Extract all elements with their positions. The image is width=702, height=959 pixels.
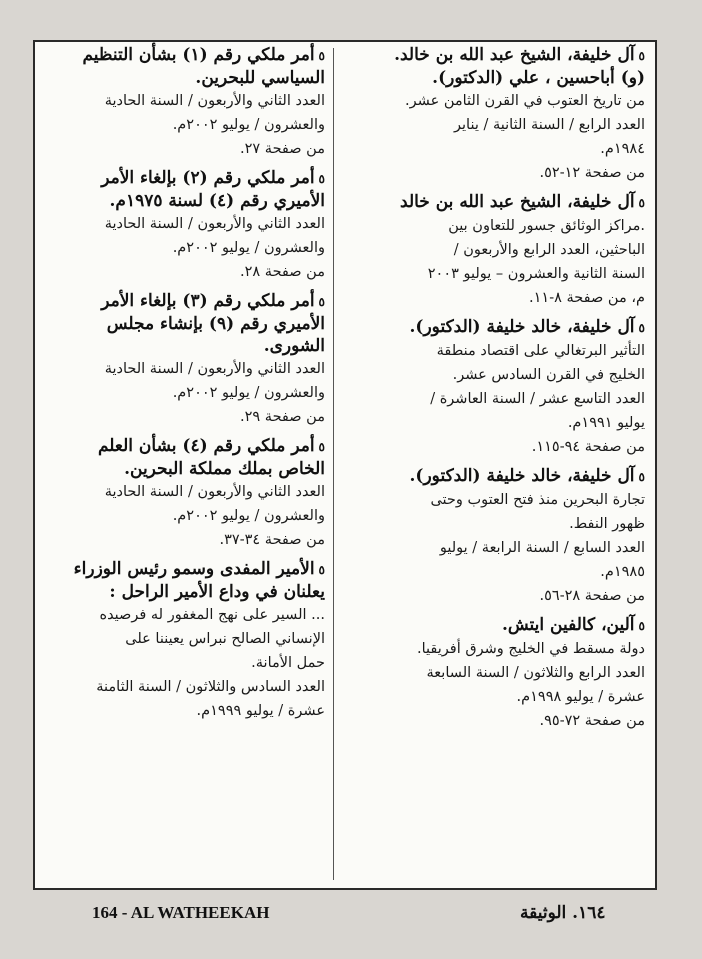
entry-title: الأميري رقم (٩) بإنشاء مجلس: [106, 314, 325, 334]
entry-line: والعشرون / يوليو ٢٠٠٢م.: [172, 385, 325, 401]
entry-line: م، من صفحة ٨-١١.: [529, 290, 645, 306]
entry-line: العدد الرابع / السنة الثانية / يناير: [454, 117, 645, 133]
entry-title: ٥آل خليفة، الشيخ عبد الله بن خالد: [400, 192, 645, 212]
entry-line: والعشرون / يوليو ٢٠٠٢م.: [172, 508, 325, 524]
entry-line: من صفحة ٩٤-١١٥.: [531, 439, 645, 455]
bullet-icon: ٥: [638, 321, 645, 335]
entry: [42, 435, 325, 552]
entry-line: يوليو ١٩٩١م.: [567, 415, 645, 431]
entry-title: يعلنان في وداع الأمير الراحل :: [109, 582, 325, 602]
entry-line: السنة الثانية والعشرون – يوليو ٢٠٠٣: [427, 266, 645, 282]
bullet-icon: ٥: [638, 196, 645, 210]
bullet-icon: ٥: [318, 49, 325, 63]
entry-line: التأثير البرتغالي على اقتصاد منطقة: [436, 343, 645, 359]
entry-line: من صفحة ٧٢-٩٥.: [539, 713, 645, 729]
entry-line: والعشرون / يوليو ٢٠٠٢م.: [172, 240, 325, 256]
entry-line: الخليج في القرن السادس عشر.: [452, 367, 645, 383]
entry-line: ... السير على نهج المغفور له فرصيده: [99, 607, 325, 623]
entry-line: من صفحة ١٢-٥٢.: [539, 165, 645, 181]
entry-title: ٥أمر ملكي رقم (٣) بإلغاء الأمر: [101, 291, 325, 311]
entry: [345, 44, 645, 185]
entry: [345, 316, 645, 459]
entry-title: ٥آل خليفة، خالد خليفة (الدكتور).: [409, 317, 645, 337]
footer-page-label-arabic: ١٦٤. الوثيقة: [520, 903, 606, 923]
entry-line: ١٩٨٤م.: [600, 141, 645, 157]
entry-line: .مراكز الوثائق جسور للتعاون بين: [448, 218, 645, 234]
entry-line: العدد السادس والثلاثون / السنة الثامنة: [96, 679, 325, 695]
entry-line: من تاريخ العتوب في القرن الثامن عشر.: [405, 93, 645, 109]
entry-title: السياسي للبحرين.: [195, 68, 325, 88]
bullet-icon: ٥: [318, 172, 325, 186]
entry-title: ٥آل خليفة، الشيخ عبد الله بن خالد.: [394, 45, 645, 65]
bullet-icon: ٥: [318, 295, 325, 309]
left-column: [42, 44, 325, 729]
entry-line: العدد الرابع والثلاثون / السنة السابعة: [426, 665, 645, 681]
entry-title: الخاص بملك مملكة البحرين.: [124, 459, 325, 479]
entry-title: الشورى.: [263, 336, 325, 356]
entry-line: العدد الثاني والأربعون / السنة الحادية: [104, 361, 325, 377]
entry-line: من صفحة ٢٩.: [240, 409, 325, 425]
entry-title: ٥آل خليفة، خالد خليفة (الدكتور).: [409, 466, 645, 486]
entry: [42, 167, 325, 284]
entry-title: ٥أمر ملكي رقم (١) بشأن التنظيم: [82, 45, 325, 65]
entry-line: حمل الأمانة.: [251, 655, 325, 671]
entry-line: العدد الثاني والأربعون / السنة الحادية: [104, 484, 325, 500]
entry-line: العدد التاسع عشر / السنة العاشرة /: [430, 391, 645, 407]
entry-line: ١٩٨٥م.: [600, 564, 645, 580]
entry-title: ٥الأمير المفدى وسمو رئيس الوزراء: [73, 559, 325, 579]
entry-line: من صفحة ٢٨.: [240, 264, 325, 280]
bullet-icon: ٥: [318, 563, 325, 577]
entry-line: عشرة / يوليو ١٩٩٨م.: [516, 689, 645, 705]
entry-line: من صفحة ٣٤-٣٧.: [219, 532, 325, 548]
entry-line: دولة مسقط في الخليج وشرق أفريقيا.: [417, 641, 645, 657]
entry: [42, 44, 325, 161]
bullet-icon: ٥: [638, 470, 645, 484]
bullet-icon: ٥: [638, 619, 645, 633]
entry-title: ٥آلين، كالفين ايتش.: [501, 615, 645, 635]
entry-line: العدد الثاني والأربعون / السنة الحادية: [104, 216, 325, 232]
entry: [42, 558, 325, 723]
column-divider: [333, 48, 334, 880]
entry: [345, 191, 645, 310]
entry-line: الباحثين، العدد الرابع والأربعون /: [453, 242, 645, 258]
entry: [345, 465, 645, 608]
entry-title: ٥أمر ملكي رقم (٤) بشأن العلم: [97, 436, 325, 456]
entry-title: (و) أباحسين ، علي (الدكتور).: [432, 68, 645, 88]
entry-line: العدد الثاني والأربعون / السنة الحادية: [104, 93, 325, 109]
bullet-icon: ٥: [318, 440, 325, 454]
entry: [345, 614, 645, 733]
bullet-icon: ٥: [638, 49, 645, 63]
entry-line: من صفحة ٢٨-٥٦.: [539, 588, 645, 604]
entry-line: عشرة / يوليو ١٩٩٩م.: [196, 703, 325, 719]
entry-line: والعشرون / يوليو ٢٠٠٢م.: [172, 117, 325, 133]
entry-title: الأميري رقم (٤) لسنة ١٩٧٥م.: [109, 191, 325, 211]
entry-line: تجارة البحرين منذ فتح العتوب وحتى: [430, 492, 645, 508]
entry-line: العدد السابع / السنة الرابعة / يوليو: [439, 540, 645, 556]
footer-page-label: 164 - AL WATHEEKAH: [92, 903, 270, 922]
right-column: [345, 44, 645, 739]
entry-line: ظهور النفط.: [569, 516, 645, 532]
entry-line: من صفحة ٢٧.: [240, 141, 325, 157]
entry-line: الإنساني الصالح نبراس يعيننا على: [125, 631, 325, 647]
entry-title: ٥أمر ملكي رقم (٢) بإلغاء الأمر: [101, 168, 325, 188]
entry: [42, 290, 325, 429]
